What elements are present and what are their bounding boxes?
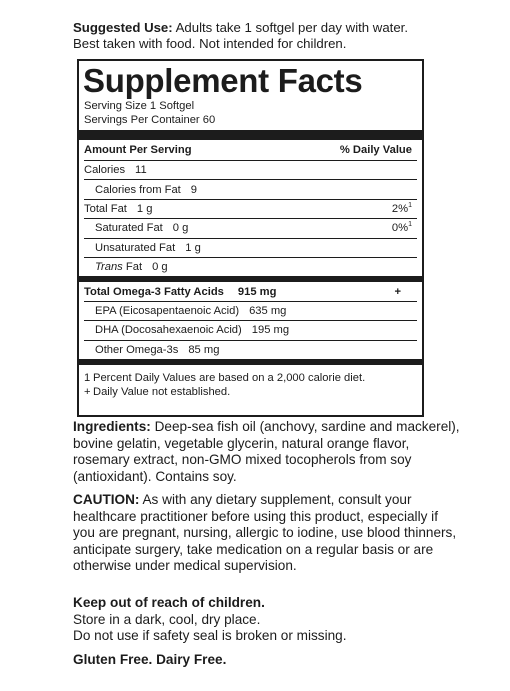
servings-per-container: Servings Per Container 60: [84, 114, 216, 126]
header-right: % Daily Value: [339, 144, 412, 156]
row-dha: DHA (Docosahexaenoic Acid) 195 mg: [84, 321, 417, 340]
footnote-2: + Daily Value not established.: [84, 386, 231, 399]
storage-heading: Keep out of reach of children.: [73, 595, 265, 610]
ingredients: [73, 419, 463, 485]
serving-size: Serving Size 1 Softgel: [84, 100, 195, 112]
supplement-facts-panel: [77, 59, 424, 417]
row-calories-from-fat: Calories from Fat 9: [84, 180, 417, 199]
storage: [73, 595, 463, 645]
row-total-omega3: Total Omega-3 Fatty Acids 915 mg +: [84, 282, 417, 301]
row-trans-fat: Trans Fat 0 g: [95, 261, 168, 274]
ingredients-text: Deep-sea fish oil (anchovy, sardine and mackerel), bovine gelatin, vegetable glycerin, natural orange flavor, rosemary extract, non-GMO mixed tocopherols from soy (antioxidant). Contains soy.: [73, 419, 460, 484]
footnote-1: 1 Percent Daily Values are based on a 2,000 calorie diet.: [84, 371, 366, 384]
row-total-fat: Total Fat 1 g 2%$^1$: [84, 200, 417, 219]
amount-header-row: [84, 140, 417, 161]
suggested-use-text: Adults take 1 softgel per day with water.: [175, 20, 408, 35]
storage-line2: Do not use if safety seal is broken or missing.: [73, 628, 347, 644]
row-unsaturated-fat: Unsaturated Fat 1 g: [84, 239, 417, 258]
divider-medium-2: [79, 359, 422, 365]
header-left: Amount Per Serving: [84, 144, 192, 156]
storage-line1: Store in a dark, cool, dry place.: [73, 611, 261, 627]
suggested-use: [73, 20, 463, 52]
row-epa: EPA (Eicosapentaenoic Acid) 635 mg: [84, 302, 417, 321]
row-calories: Calories 11: [84, 161, 417, 180]
row-saturated-fat: Saturated Fat 0 g 0%$^1$: [84, 219, 417, 238]
caution: [73, 492, 463, 575]
footnotes: [84, 371, 417, 400]
free-from-text: Gluten Free. Dairy Free.: [73, 652, 227, 667]
facts-title: Supplement Facts: [83, 62, 363, 99]
suggested-use-line2: Best taken with food. Not intended for children.: [73, 36, 347, 51]
row-other-omega3: Other Omega-3s 85 mg: [95, 343, 220, 356]
caution-label: CAUTION:: [73, 492, 140, 507]
ingredients-label: Ingredients:: [73, 419, 151, 434]
caution-text: As with any dietary supplement, consult your healthcare practitioner before using this product, especially if you are pregnant, nursing, allergic to iodine, use blood thinners, anticipate surgery, take medication on a regular basis or are otherwise under medical supervision.: [73, 492, 457, 574]
suggested-use-label: Suggested Use:: [73, 20, 173, 35]
divider-thick: [79, 130, 422, 140]
free-from: [73, 652, 463, 669]
